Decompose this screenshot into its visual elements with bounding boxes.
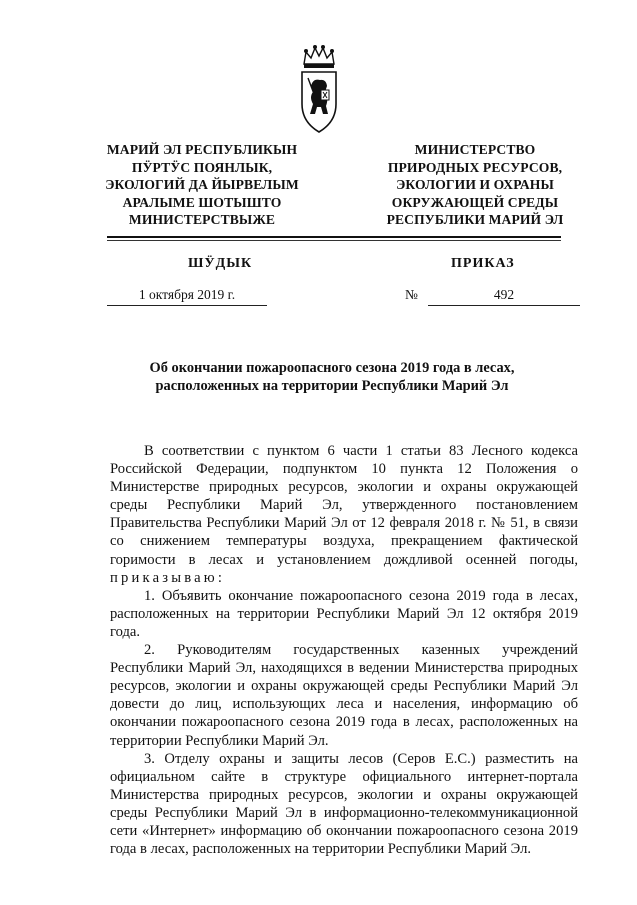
header-right-line: ПРИРОДНЫХ РЕСУРСОВ, [387,159,563,175]
order-date: 1 октября 2019 г. [107,287,267,306]
order-number: 492 [428,287,580,306]
order-title-line: Об окончании пожароопасного сезона 2019 года в лесах, [149,360,515,376]
header-left-line: ПӰРТӰС ПОЯНЛЫК, [131,159,273,175]
body-paragraph-intro [110,442,578,587]
header-left-line: МИНИСТЕРСТВЫЖЕ [128,212,276,228]
header-mari-ministry-name [77,141,327,229]
header-right-line: ОКРУЖАЮЩЕЙ СРЕДЫ [391,194,559,210]
order-word: приказываю: [110,569,226,586]
body-paragraph-item-3: 3. Отделу охраны и защиты лесов (Серов Е.С.) разместить на официальном сайте в структуре официального интернет-портала Министерства природных ресурсов, экологии и охраны окружающей среды Республики Марий Эл в информационно-телекоммуникационной сети «Интернет» информацию об окончании пожароопасного сезона 2019 года в лесах, расположенных на территории Республики Марий Эл. [110,750,578,858]
header-left-line: АРАЛЫМЕ ШОТЫШТО [122,194,282,210]
order-title [100,359,564,395]
header-divider-thin [107,240,561,241]
body-paragraph-item-2: 2. Руководителям государственных казенных учреждений Республики Марий Эл, находящихся в ведении Министерства природных ресурсов, экологии и охраны окружающей среды Республики Марий Эл довести до лиц, использующих леса и населения, информацию об окончании пожароопасного сезона 2019 года в лесах, расположенных на территории Республики Марий Эл. [110,642,578,749]
header-right-line: РЕСПУБЛИКИ МАРИЙ ЭЛ [386,212,564,228]
header-divider-thick [107,236,561,238]
body-intro-text: В соответствии с пунктом 6 части 1 статьи 83 Лесного кодекса Российской Федерации, подпунктом 10 пункта 12 Положения о Министерстве природных ресурсов, экологии и охраны окружающей среды Республики Марий Эл, утвержденного постановлением Правительства Республики Марий Эл от 12 февраля 2018 г. № 51, в связи со снижением температуры воздуха, прекращением фактической горимости в лесах и установлением дождливой осенней погоды, [110,443,578,568]
coat-of-arms-emblem [296,42,342,138]
order-title-line: расположенных на территории Республики Марий Эл [155,378,509,394]
number-sign: № [405,287,418,302]
body-paragraph-item-1: 1. Объявить окончание пожароопасного сезона 2019 года в лесах, расположенных на территории Республики Марий Эл 12 октября 2019 года. [110,587,578,640]
header-right-line: МИНИСТЕРСТВО [414,142,536,157]
header-left-line: МАРИЙ ЭЛ РЕСПУБЛИКЫН [106,142,298,157]
order-body [110,442,578,858]
header-left-line: ЭКОЛОГИЙ ДА ЙЫРВЕЛЫМ [105,177,299,193]
header-right-line: ЭКОЛОГИИ И ОХРАНЫ [396,177,554,193]
header-russian-ministry-name [345,141,605,229]
doc-type-russian: ПРИКАЗ [451,256,515,271]
doc-type-mari: ШӰДЫК [188,256,253,271]
